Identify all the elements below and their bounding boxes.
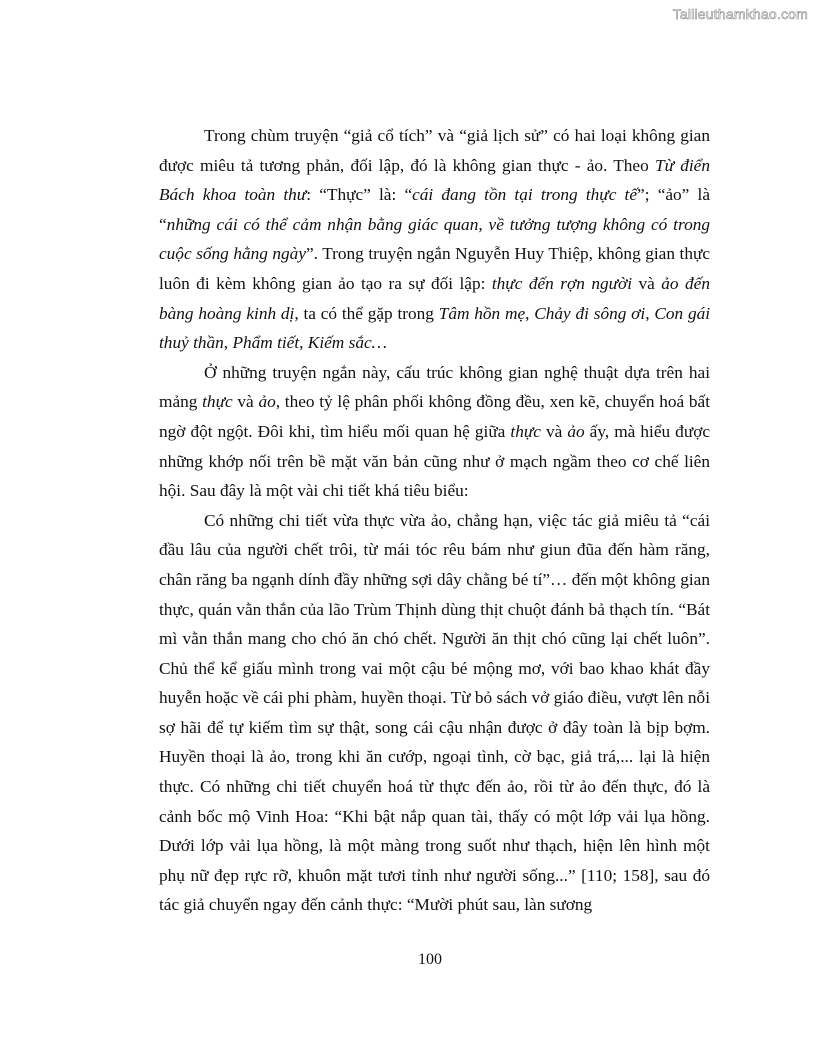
italic-phrase: thực đến rợn người <box>491 273 633 293</box>
text-run: và <box>632 273 662 293</box>
watermark: Tailieuthamkhao.com <box>672 6 808 22</box>
italic-phrase: những cái có thể cảm nhận bằng giác quan, về tưởng tượng không có trong cuộc sống hằng ngày <box>159 214 710 264</box>
italic-phrase: thực <box>202 392 233 412</box>
italic-phrase: Từ điển Bách khoa toàn thư <box>159 155 710 205</box>
text-run: , <box>645 303 655 323</box>
paragraph-3 <box>159 506 710 920</box>
italic-phrase: Phẩm tiết <box>232 333 300 353</box>
page-body <box>159 121 710 920</box>
text-run: : “Thực” là: “ <box>306 185 413 205</box>
text-run: và <box>540 421 568 441</box>
text-run: Ở những truyện ngắn này, cấu trúc không gian nghệ thuật dựa trên hai mảng <box>159 362 710 412</box>
paragraph-2 <box>159 358 710 506</box>
italic-phrase: Tâm hồn mẹ <box>438 303 526 323</box>
page-number: 100 <box>418 951 442 968</box>
text-run: và <box>232 392 259 412</box>
italic-phrase: Con gái thuỷ thần <box>159 303 711 353</box>
italic-phrase: Chảy đi sông ơi <box>534 303 646 323</box>
italic-phrase: cái đang tồn tại trong thực tế <box>412 185 638 205</box>
text-run: , ta có thể gặp trong <box>294 303 439 323</box>
italic-phrase: ảo đến bàng hoàng kinh dị <box>159 273 710 323</box>
text-run: ”. Trong truyện ngắn Nguyễn Huy Thiệp, không gian thực luôn đi kèm không gian ảo tạo ra sự đối lập: <box>159 244 710 293</box>
italic-phrase: thực <box>510 421 541 441</box>
italic-phrase: ảo <box>567 421 585 441</box>
text-run: Trong chùm truyện “giả cổ tích” và “giả lịch sử” có hai loại không gian được miêu tả tương phản, đối lập, đó là không gian thực - ảo. Theo <box>159 126 710 175</box>
text-run: ”; “ảo” là “ <box>159 185 711 234</box>
text-run: , <box>223 333 233 353</box>
text-run: Có những chi tiết vừa thực vừa ảo, chẳng hạn, việc tác giả miêu tả “cái đầu lâu của người chết trôi, từ mái tóc rêu bám như giun đũa đến hàm răng, chân răng ba ngạnh dính đầy những sợi dây chằng bé tí”… đến một không gian thực, quán vằn thắn của lão Trùm Thịnh dùng thịt chuột đánh bả thạch tín. “Bát mì vằn thắn mang cho chó ăn chó chết. Người ăn thịt chó cũng lại chết luôn”. Chủ thể kể giấu mình trong vai một cậu bé mộng mơ, với bao khao khát đầy huyễn hoặc về cái phi phàm, huyền thoại. Từ bỏ sách vở giáo điều, vượt lên nỗi sợ hãi để tự kiếm tìm sự thật, song cái cậu nhận được ở đây toàn là bịp bợm. Huyền thoại là ảo, trong khi ăn cướp, ngoại tình, cờ bạc, giả trá,... lại là hiện thực. Có những chi tiết chuyển hoá từ thực đến ảo, rồi từ ảo đến thực, đó là cảnh bốc mộ Vinh Hoa: “Khi bật nắp quan tài, thấy có một lớp vải lụa hồng. Dưới lớp vải lụa hồng, là một màng trong suốt như thạch, hiện lên hình một phụ nữ đẹp rực rỡ, khuôn mặt tươi tỉnh như người sống...” [110; 158], sau đó tác giả chuyển ngay đến cảnh thực: “Mười phút sau, làn sương <box>159 510 710 915</box>
text-run: , <box>525 303 535 323</box>
italic-phrase: ảo <box>258 392 276 412</box>
text-run: , <box>299 333 308 353</box>
paragraph-1 <box>159 121 710 358</box>
text-run: , theo tỷ lệ phân phối không đồng đều, xen kẽ, chuyển hoá bất ngờ đột ngột. Đôi khi, tìm hiểu mối quan hệ giữa <box>159 392 711 441</box>
italic-phrase: Kiếm sắc… <box>307 333 387 353</box>
text-run: ấy, mà hiểu được những khớp nối trên bề mặt văn bản cũng như ở mạch ngầm theo cơ chế liên hội. Sau đây là một vài chi tiết khá tiêu biểu: <box>159 421 710 501</box>
